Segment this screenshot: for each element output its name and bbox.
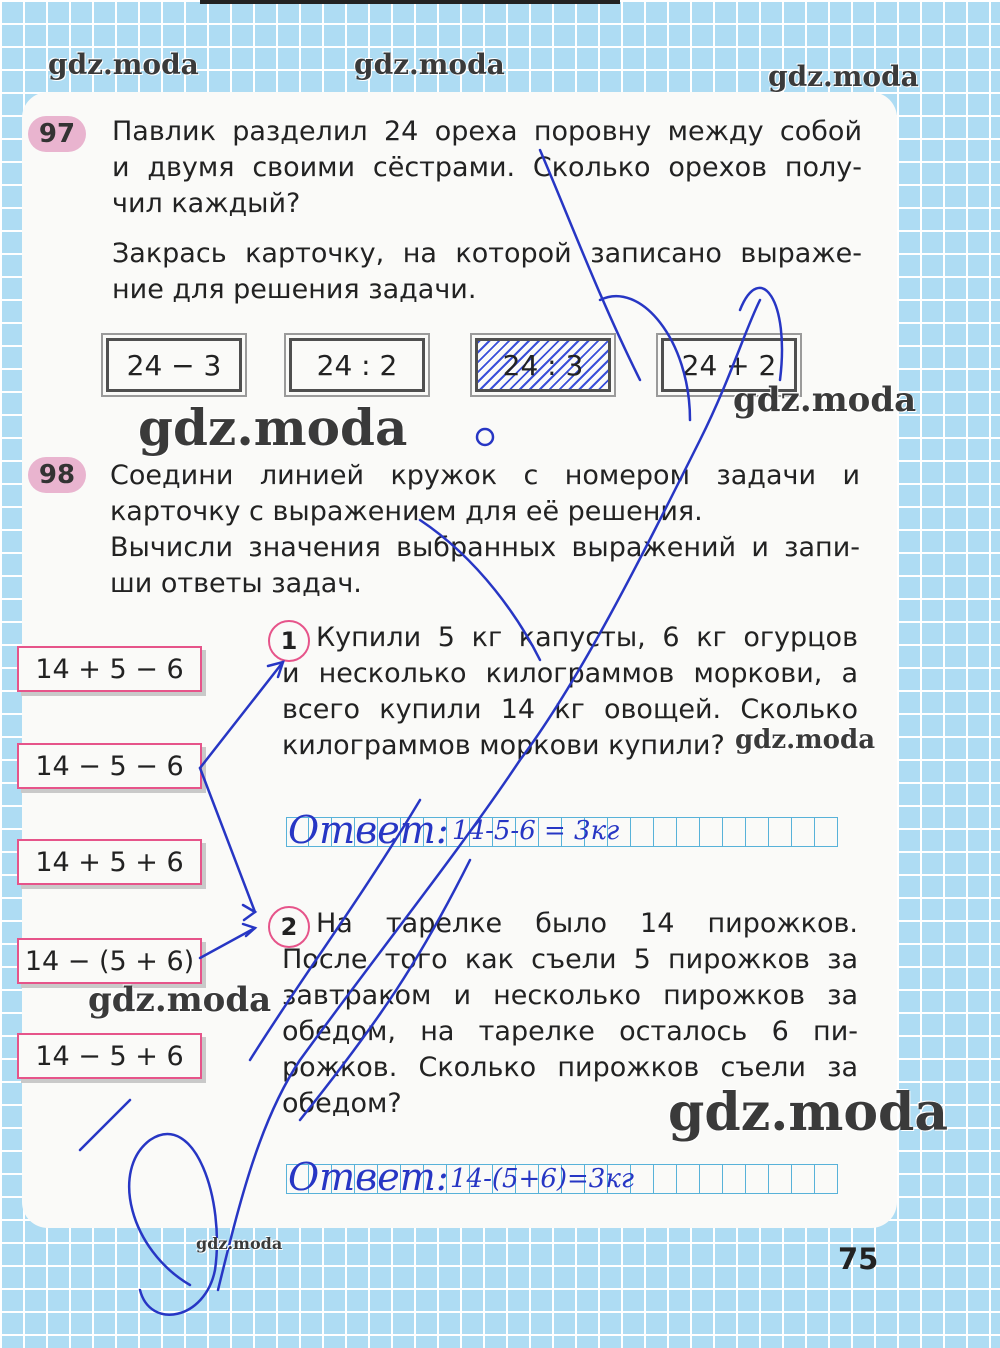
card-24-div-3-colored[interactable]: 24 : 3 xyxy=(475,338,611,392)
connect-line-1 xyxy=(200,662,283,768)
scribble-loop xyxy=(129,1134,217,1315)
expr-card-2[interactable]: 14 − 5 − 6 xyxy=(17,743,202,789)
watermark-9: gdz.moda xyxy=(196,1234,283,1253)
watermark-6: gdz.moda xyxy=(735,725,876,755)
expr-card-5[interactable]: 14 − 5 + 6 xyxy=(17,1033,202,1079)
answer-1-label: Ответ: xyxy=(288,808,449,852)
problem-2-line-3: завтраком и несколько пирожков за xyxy=(282,980,858,1011)
expr-card-4[interactable]: 14 − (5 + 6) xyxy=(17,938,202,984)
page-number: 75 xyxy=(838,1242,879,1276)
connect-line-3 xyxy=(200,928,255,958)
scribble-stroke-3 xyxy=(250,800,470,1120)
watermark-4: gdz.moda xyxy=(138,398,408,457)
task-97-badge: 97 xyxy=(28,116,86,152)
card-24-div-2[interactable]: 24 : 2 xyxy=(289,338,425,392)
task-97-line-2: и двумя своими сёстрами. Сколько орехов полу- xyxy=(112,152,862,183)
scribble-zigzag xyxy=(420,150,782,660)
task-98-line-4: ши ответы задач. xyxy=(110,568,362,599)
problem-1-line-2: и несколько килограммов моркови, а xyxy=(282,658,858,689)
task-98-badge: 98 xyxy=(28,457,86,493)
problem-1-line-3: всего купили 14 кг овощей. Сколько xyxy=(282,694,858,725)
expr-card-1[interactable]: 14 + 5 − 6 xyxy=(17,646,202,692)
watermark-1: gdz.moda xyxy=(48,48,199,81)
problem-2-line-1: На тарелке было 14 пирожков. xyxy=(316,908,858,939)
problem-2-line-4: обедом, на тарелке осталось 6 пи- xyxy=(282,1016,858,1047)
watermark-3: gdz.moda xyxy=(768,60,919,93)
answer-1-value: 14-5-6 = 3кг xyxy=(452,816,620,846)
problem-2-line-2: После того как съели 5 пирожков за xyxy=(282,944,858,975)
task-98-line-3: Вычисли значения выбранных выражений и запи- xyxy=(110,532,860,563)
answer-2-label: Ответ: xyxy=(288,1155,449,1199)
watermark-2: gdz.moda xyxy=(354,48,505,81)
problem-2-line-5: рожков. Сколько пирожков съели за xyxy=(282,1052,858,1083)
task-98-line-2: карточку с выражением для её решения. xyxy=(110,496,703,527)
task-97-line-1: Павлик разделил 24 ореха поровну между собой xyxy=(112,116,862,147)
scribble-dot xyxy=(477,429,493,445)
expr-card-3[interactable]: 14 + 5 + 6 xyxy=(17,839,202,885)
task-97-line-3: чил каждый? xyxy=(112,188,301,219)
task-97-instruction-1: Закрась карточку, на которой записано выраже- xyxy=(112,238,862,269)
task-98-line-1: Соедини линией кружок с номером задачи и xyxy=(110,460,860,491)
answer-2-value: 14-(5+6)=3кг xyxy=(450,1164,635,1194)
problem-1-circle[interactable]: 1 xyxy=(268,620,310,662)
card-24-minus-3[interactable]: 24 − 3 xyxy=(106,338,242,392)
problem-2-line-6: обедом? xyxy=(282,1088,402,1119)
connect-line-4 xyxy=(80,1100,130,1150)
watermark-5: gdz.moda xyxy=(733,380,917,420)
watermark-7: gdz.moda xyxy=(88,980,272,1020)
watermark-8: gdz.moda xyxy=(668,1082,949,1143)
card-24-plus-2[interactable]: 24 + 2 xyxy=(661,338,797,392)
problem-1-line-4: килограммов моркови купили? xyxy=(282,730,725,761)
task-97-instruction-2: ние для решения задачи. xyxy=(112,274,477,305)
problem-1-line-1: Купили 5 кг капусты, 6 кг огурцов xyxy=(316,622,858,653)
connect-line-2 xyxy=(200,768,255,912)
problem-2-circle[interactable]: 2 xyxy=(268,906,310,948)
